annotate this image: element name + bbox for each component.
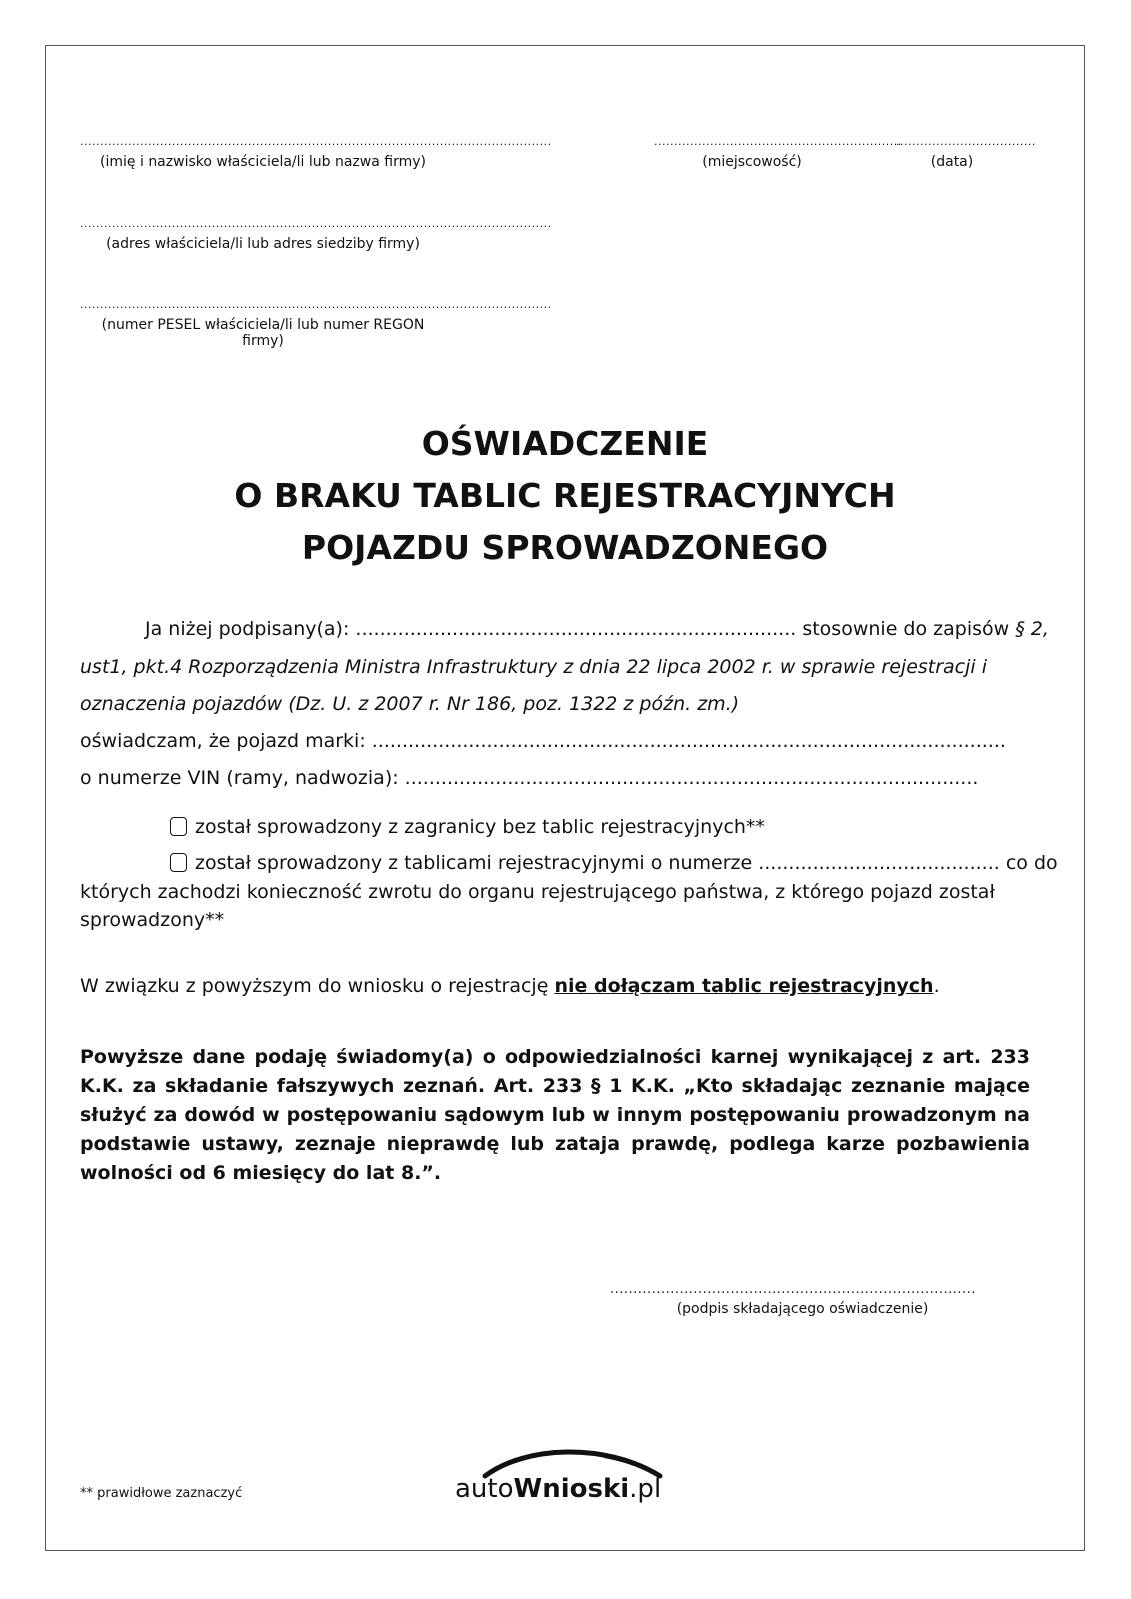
autownioski-logo [455,1440,685,1510]
address-caption: (adres właściciela/li lub adres siedziby firmy) [106,236,420,252]
pesel-field[interactable]: ...................................................................................................................... [80,298,552,311]
page-border [45,45,1085,1551]
footnote: ** prawidłowe zaznaczyć [80,1486,243,1501]
signatory-text: Ja niżej podpisany(a): ......................................................................... stosownie do zapisów [145,618,1016,640]
vehicle-make-line[interactable]: oświadczam, że pojazd marki: ......................................................................................................... [80,730,1006,752]
option-with-plates[interactable] [170,852,1058,874]
pesel-caption: (numer PESEL właściciela/li lub numer REGON firmy) [101,317,425,349]
logo-prefix: auto [455,1474,514,1504]
logo-bold: Wnioski [513,1474,630,1504]
title-line-2: O BRAKU TABLIC REJESTRACYJNYCH [234,476,896,515]
option-with-plates-line-3: sprowadzony** [80,909,225,931]
place-caption: (miejscowość) [702,154,802,170]
signatory-line[interactable] [145,618,1049,640]
legal-notice: Powyższe dane podaję świadomy(a) o odpowiedzialności karnej wynikającej z art. 233 K.K. za składanie fałszywych zeznań. Art. 233 § 1 K.K. „Kto składając zeznanie mające służyć za dowód w postępowaniu sądowym lub w innym postępowaniu prowadzonym na podstawie ustawy, zeznaje nieprawdę lub zataja prawdę, podlega karze pozbawienia wolności od 6 miesięcy do lat 8.”. [80,1046,1030,1184]
conclusion-emphasis: nie dołączam tablic rejestracyjnych [554,975,934,997]
paragraph-ref: § 2, [1015,618,1049,640]
signature-field[interactable]: ............................................................................... [610,1282,976,1297]
logo-text [455,1474,661,1504]
conclusion-end: . [933,975,940,997]
date-caption: (data) [930,154,974,170]
address-field[interactable]: ...................................................................................................................... [80,217,552,230]
title-line-1: OŚWIADCZENIE [421,424,709,463]
vin-line[interactable]: o numerze VIN (ramy, nadwozia): ............................................................................................... [80,767,979,789]
checkbox-with-plates[interactable] [170,853,187,872]
regulation-line-1: ust1, pkt.4 Rozporządzenia Ministra Infrastruktury z dnia 22 lipca 2002 r. w sprawie rejestracji i [80,656,988,678]
document-title [45,418,1085,574]
owner-name-field[interactable]: ...................................................................................................................... [80,135,552,148]
option-with-plates-label: został sprowadzony z tablicami rejestracyjnymi o numerze ........................................ co do [195,852,1058,874]
title-line-3: POJAZDU SPROWADZONEGO [301,528,829,567]
signature-caption: (podpis składającego oświadczenie) [676,1301,929,1317]
option-with-plates-line-2: których zachodzi konieczność zwrotu do organu rejestrującego państwa, z którego pojazd został [80,881,995,903]
date-field[interactable]: ................................... [896,135,1036,148]
place-field[interactable]: .............................................................. [654,135,902,148]
regulation-line-2: oznaczenia pojazdów (Dz. U. z 2007 r. Nr 186, poz. 1322 z późn. zm.) [80,693,740,715]
conclusion [80,975,940,997]
checkbox-no-plates[interactable] [170,817,187,836]
conclusion-text: W związku z powyższym do wniosku o rejestrację [80,975,555,997]
option-no-plates-label: został sprowadzony z zagranicy bez tablic rejestracyjnych** [195,816,765,838]
option-no-plates[interactable] [170,816,765,838]
logo-suffix: .pl [629,1474,662,1504]
owner-name-caption: (imię i nazwisko właściciela/li lub nazwa firmy) [100,154,426,170]
